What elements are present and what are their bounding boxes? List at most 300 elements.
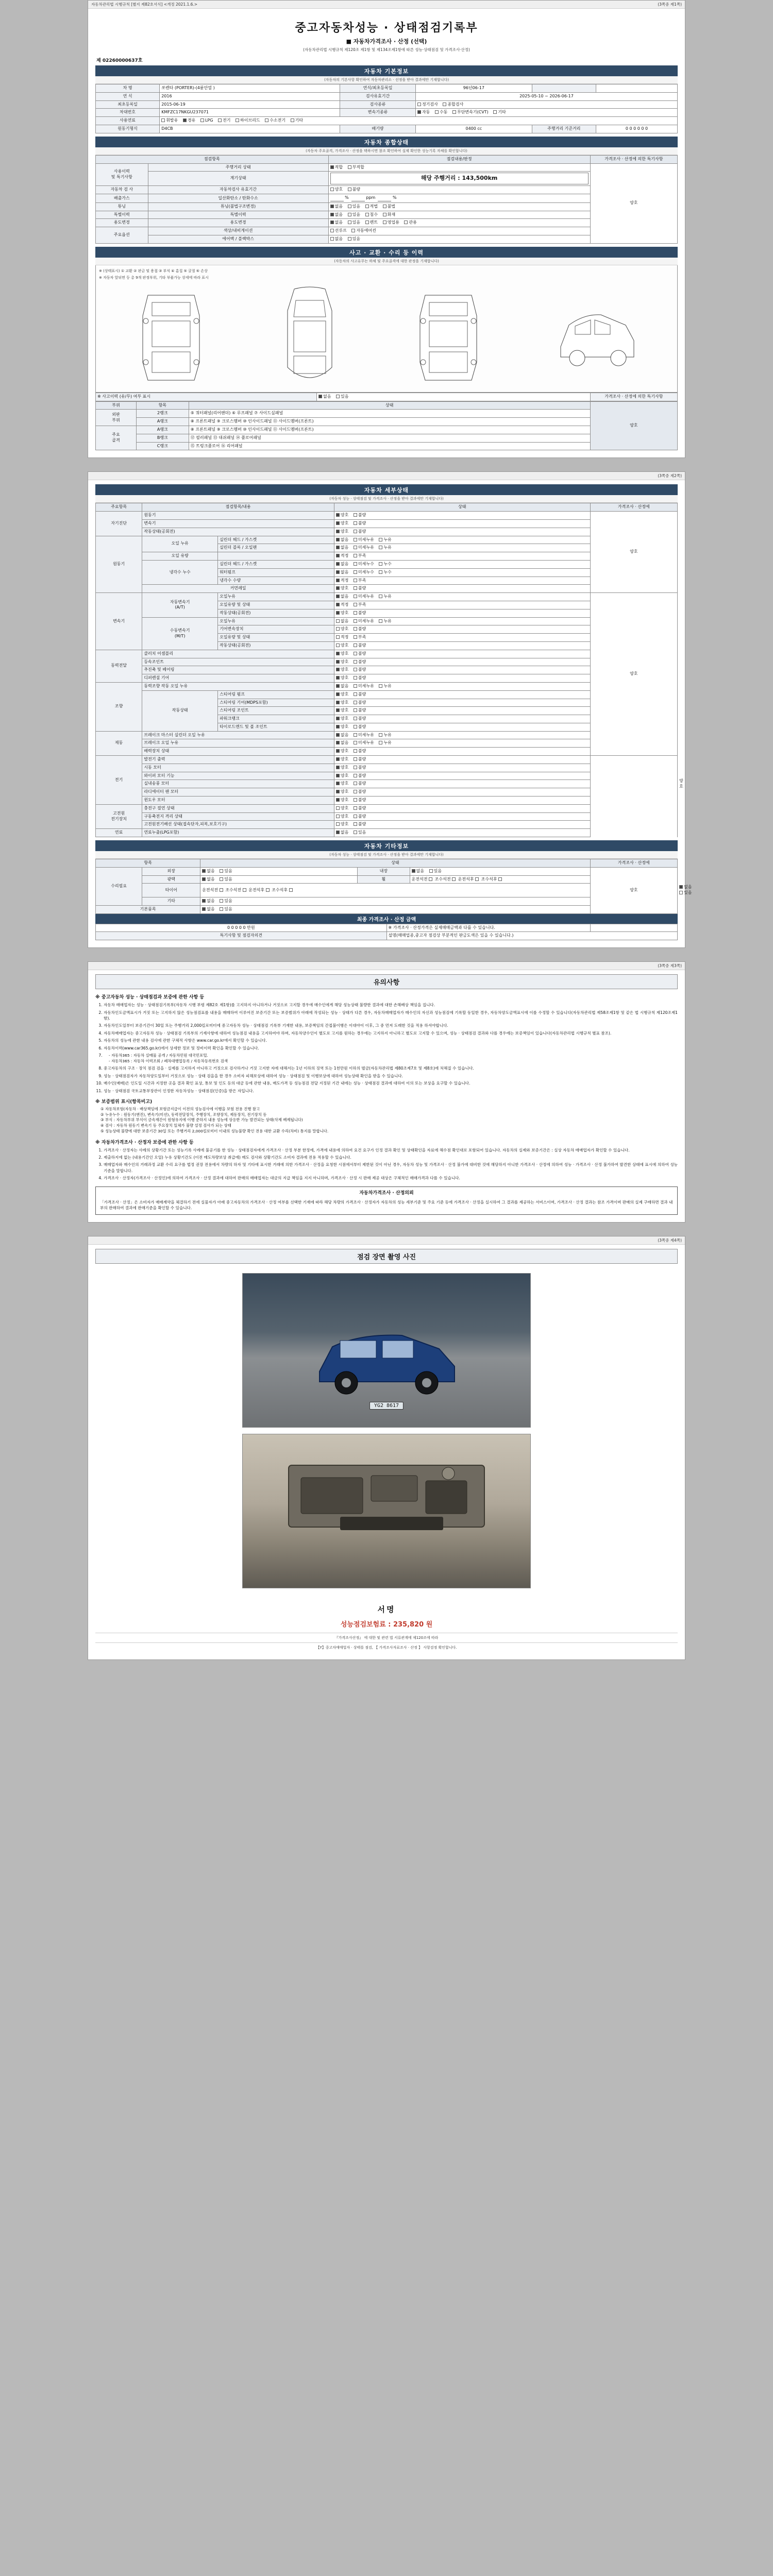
special-note: 양호: [590, 163, 677, 243]
checkbox-option[interactable]: 있음: [354, 830, 366, 836]
checkbox-option[interactable]: 양호: [336, 806, 348, 811]
row-subitem: 스티어링 기어(MDPS포함): [218, 699, 334, 707]
checkbox-option[interactable]: 양호: [336, 773, 348, 779]
checkbox-option[interactable]: 누유: [379, 594, 391, 600]
price-note: ※ 가격조사 · 산정가격은 실제매매금액과 다를 수 있습니다.: [386, 924, 590, 932]
group-transmission: 변속기: [96, 593, 142, 650]
row-opts: [334, 764, 590, 772]
footer-note-2: 【Y】중고차매매업자 · 상태를 점검, 【 가격조사자료조사 · 산정 】 사항검정 확인합니다.: [95, 1642, 678, 1652]
row-label: 차 명: [96, 84, 160, 93]
row-opts: [334, 609, 590, 617]
row-item: 고전원전기배선 상태(접속단자,피복,보호기구): [142, 821, 334, 829]
row-opts: [328, 227, 590, 235]
checkbox-option[interactable]: 화재: [383, 212, 395, 218]
form-reference: 자동차관리법 시행규칙 [별지 제82호서식] <개정 2021.1.6.>: [91, 2, 198, 7]
table-row: [96, 780, 678, 788]
page-number: (3쪽중 제2쪽): [658, 473, 682, 479]
checkbox-option[interactable]: 없음: [336, 733, 348, 738]
row-item: 클러치 어셈블리: [142, 650, 334, 658]
table-row: [96, 109, 678, 117]
checkbox-option[interactable]: 누유: [379, 537, 391, 543]
checkbox-option[interactable]: 불량: [354, 586, 366, 591]
footer-note-1: 『가격조사산정』 에 대한 및 관련 법 서류관계에 제120조에 따라: [95, 1633, 678, 1642]
checkbox-option[interactable]: 누유: [379, 619, 391, 624]
list-item: 5. 자동차의 성능에 관한 내용 검사에 관한 구체적 사항은 www.car.go.kr에서 확인할 수 있습니다.: [104, 1038, 678, 1043]
checkbox-option[interactable]: 있음: [348, 220, 360, 226]
group-steering: 조향: [96, 682, 142, 731]
row-opts: [334, 804, 590, 812]
checkbox-option[interactable]: 선루프: [330, 228, 347, 234]
row-opts: [334, 812, 590, 821]
checkbox-option[interactable]: 불법: [383, 204, 395, 210]
row-item: 광택: [142, 875, 200, 884]
checkbox-option[interactable]: 양호: [336, 798, 348, 803]
row-opts: [334, 788, 590, 796]
checkbox-option[interactable]: 없음: [202, 877, 214, 883]
row-subitem: 워터펌프: [218, 568, 334, 577]
checkbox-option[interactable]: 부적합: [348, 165, 364, 171]
checkbox-option[interactable]: 있음: [348, 236, 360, 242]
notice-heading-2: ※ 보증범위 표시(항목비고): [95, 1099, 153, 1105]
checkbox-option[interactable]: 없음: [336, 562, 348, 567]
row-item: 시동 모터: [142, 764, 334, 772]
checkbox-option[interactable]: 양호: [336, 789, 348, 795]
checkbox-option[interactable]: 양호: [336, 659, 348, 665]
checkbox-option[interactable]: 적정: [336, 553, 348, 559]
checkbox-option[interactable]: 없음: [202, 907, 214, 912]
checkbox-option[interactable]: 없음: [336, 545, 348, 551]
checkbox-option[interactable]: 적법: [365, 204, 378, 210]
table-row: [96, 764, 678, 772]
checkbox-option[interactable]: 불량: [354, 659, 366, 665]
checkbox-option[interactable]: 양호: [336, 643, 348, 649]
checkbox-option[interactable]: 미세누유: [354, 537, 374, 543]
row-opts: [334, 560, 590, 568]
checkbox-option[interactable]: 부족: [354, 635, 366, 640]
diagram-legend-2: ※ 자동차 앞뒤면 등 총 9개 판정부위, 기타 부품가능 상세에 따라 표시: [99, 275, 209, 280]
row-opts: [334, 772, 590, 780]
row-opts: [334, 690, 590, 699]
row-rank: A랭크: [137, 426, 189, 434]
checkbox-option[interactable]: 미세누유: [354, 684, 374, 689]
checkbox-option[interactable]: 양호: [336, 814, 348, 820]
sub-item: - 자동차365 : 자동차 이력조회 / 폐차대행업등록 / 자동차등록번호 검색: [109, 1058, 228, 1063]
row-label2: 변속기종류: [340, 109, 416, 117]
checkbox-option[interactable]: 있음: [348, 204, 360, 210]
checkbox-option[interactable]: 미세누유: [354, 594, 374, 600]
checkbox-option[interactable]: 영업용: [383, 220, 399, 226]
sub-item: ⑤ 성능상태 불량에 대한 보증기간 30일 또는 주행거리 2,000킬로미터 이내의 성능불량 확인 전용 대한 교환 수리(차비) 통지를 말합니다.: [100, 1128, 329, 1133]
page-subtitle: ■ 자동차가격조사 · 산정 (선택): [346, 38, 427, 45]
col-head-item: 점검항목: [96, 155, 329, 163]
row-item: 브레이크 마스터 실린더 오일 누유: [142, 731, 334, 739]
row-opts: [328, 219, 590, 227]
checkbox-option[interactable]: 있음: [679, 890, 692, 896]
checkbox-option[interactable]: 불량: [354, 611, 366, 616]
row-item: 주행거리 상태: [148, 163, 328, 172]
row-opts: [334, 601, 590, 609]
checkbox-option[interactable]: 불량: [354, 724, 366, 730]
table-header-row: [96, 503, 678, 512]
checkbox-option[interactable]: 불량: [348, 187, 360, 193]
row-item: 색상/내비게이션: [148, 227, 328, 235]
checkbox-option[interactable]: 미세누수: [354, 562, 374, 567]
checkbox-option[interactable]: 미세누유: [354, 740, 374, 746]
row-opts: [328, 163, 590, 172]
checkbox-option[interactable]: 불량: [354, 708, 366, 714]
checkbox-option[interactable]: 휘발유: [161, 118, 178, 124]
checkbox-option[interactable]: 전기: [218, 118, 230, 124]
row-opts: [334, 674, 590, 683]
row-item: 오일 유량: [142, 552, 218, 561]
table-row: [96, 772, 678, 780]
section-other-info-note: (자동차 성능 · 상태점검 및 가격조사 · 산정을 받아 결과에만 기재합니다): [95, 851, 678, 859]
table-row: [96, 163, 678, 172]
row-opts2: 운전석전 조수석전 운전석후 조수석후: [410, 875, 590, 884]
group-powertrain: 동력전달: [96, 650, 142, 682]
col-head-item: 점검항목/내용: [142, 503, 334, 512]
checkbox-option[interactable]: 양호: [336, 667, 348, 673]
final-price-table: [95, 924, 678, 941]
inspection-photo-engine-bay: [242, 1434, 531, 1588]
checkbox-option[interactable]: 불량: [354, 757, 366, 762]
inspection-photo-underbody: [242, 1273, 531, 1428]
checkbox-option[interactable]: 누유: [379, 740, 391, 746]
checkbox-option[interactable]: 미세누유: [354, 619, 374, 624]
list-item: 10. 매수인(매매)은 인도일 시간과 지정한 곳을 결과 확인 표상, 통보 및 인도 등의 대금 등에 관한 내용, 매도가격 등 성능점검 전달 지정된 기간 내에는 성능 · 상태점검 결과에 대하여 이의 또는 보상을 요구할 수 있습니다.: [104, 1080, 678, 1086]
checkbox-option[interactable]: 불량: [354, 749, 366, 754]
checkbox-option[interactable]: 경유: [183, 118, 195, 124]
checkbox-option[interactable]: 미세누유: [354, 545, 374, 551]
checkbox-option[interactable]: 불량: [354, 781, 366, 787]
checkbox-option[interactable]: 없음: [336, 740, 348, 746]
parts-special-note: 양호: [590, 401, 677, 450]
checkbox-option[interactable]: 양호: [336, 513, 348, 518]
row-item: 계기상태: [148, 172, 328, 186]
final-price-bar: 최종 가격조사 · 산정 금액: [95, 914, 678, 924]
checkbox-option[interactable]: 양호: [336, 749, 348, 754]
table-row: [96, 117, 678, 125]
checkbox-option[interactable]: 없음: [679, 885, 692, 890]
checkbox-option[interactable]: 정기검사: [417, 102, 438, 108]
checkbox-option[interactable]: 불량: [354, 692, 366, 698]
section-overall-state-note: (자동차 주요골격, 가격조사 · 산정을 택하시면 참조 확인하여 실제 확인한 성능기록 자체를 확인합니다): [95, 147, 678, 155]
row-subitem: 작동상태(공회전): [218, 641, 334, 650]
row-opts: [334, 723, 590, 731]
checkbox-option[interactable]: 양호: [336, 521, 348, 527]
row-opts: [328, 186, 590, 194]
checkbox-option[interactable]: 적합: [330, 165, 343, 171]
table-row: [96, 932, 678, 940]
checkbox-option[interactable]: 종합검사: [443, 102, 463, 108]
checkbox-option[interactable]: 관용: [404, 220, 416, 226]
checkbox-option[interactable]: 렌트: [365, 220, 378, 226]
checkbox-option[interactable]: 불량: [354, 643, 366, 649]
checkbox-option[interactable]: 불량: [354, 716, 366, 722]
row-opts: [334, 617, 590, 625]
row-items: ⑮ 트렁크플로어 ⑯ 리어패널: [189, 442, 590, 450]
checkbox-option[interactable]: 불량: [354, 675, 366, 681]
list-item: 2. 제출하지에 없는 (내용기간인 오일) 누유 상황기간도 (이전 매도차량보상 취급에) 매도 검사와 상황기간도 소비자 결과에 전용 적용할 수 있습니다.: [104, 1155, 678, 1160]
checkbox-option[interactable]: 없음: [336, 619, 348, 624]
checkbox-option[interactable]: 불량: [354, 521, 366, 527]
page-2: [88, 471, 692, 948]
checkbox-option[interactable]: 부족: [354, 602, 366, 608]
list-item: 2. 자동차인도금액표시가 거짓 또는 고지하지 않은 성능점검표를 내용을 매매하여 이루어진 보증기간 또는 보증범위가 아래에 작성되는 성능 · 상태가 다른 경우, 자동차매매업자가 매수인의 자신과 성능점검에 기록할 동일한 경우, 자동차양도금액표시에 이를 수정할 수 있습니다(자동차관리법 제58조제1항 및 같은 법 시행규칙 제120조제1항).: [104, 1010, 678, 1022]
checkbox-option[interactable]: 부족: [354, 578, 366, 584]
checkbox-option[interactable]: 하이브리드: [236, 118, 260, 124]
table-header-row: [96, 859, 678, 868]
table-row: [96, 92, 678, 100]
row-item: 구동축전지 격리 상태: [142, 812, 334, 821]
car-diagram-top: [276, 285, 343, 388]
table-row: [96, 821, 678, 829]
row-label2: 배기량: [340, 125, 416, 133]
checkbox-option[interactable]: 무단변속기(CVT): [452, 110, 489, 115]
row-opts: [328, 235, 590, 244]
row-item: 자동변속기 (A/T): [142, 593, 218, 617]
page-number: (3쪽중 제1쪽): [658, 2, 682, 7]
row-subitem: 오일유량 및 상태: [218, 634, 334, 642]
col-head-note: 가격조사 · 산정에 의한 특기사항: [590, 393, 677, 401]
checkbox-option[interactable]: 불량: [354, 789, 366, 795]
checkbox-option[interactable]: 불량: [354, 806, 366, 811]
checkbox-option[interactable]: 부족: [354, 553, 366, 559]
row-opts: [334, 625, 590, 634]
mileage-meter: 0 0 0 0 0 0: [596, 125, 677, 133]
checkbox-option[interactable]: 없음: [202, 899, 214, 904]
checkbox-option[interactable]: 양호: [336, 675, 348, 681]
checkbox-option[interactable]: 불량: [354, 626, 366, 632]
row-item: 등속조인트: [142, 658, 334, 666]
row-opts: [328, 202, 590, 211]
car-diagram-side: [553, 285, 641, 388]
basic-info-table: [95, 84, 678, 133]
checkbox-option[interactable]: 없음: [330, 220, 343, 226]
col-head-note: 가격조사 · 산정에 의한 특기사항: [590, 155, 677, 163]
row-subitem: 냉각수 수량: [218, 577, 334, 585]
diagram-legend-1: ※ (상태표시) ① 교환 ② 판금 및 용접 ③ 부식 ④ 흠집 ⑤ 굴절 ⑥ 손상: [99, 268, 208, 273]
sub-item: ① 자동차보험(자동차 · 배상책임에 보험금지급이 이전의 성능검사에 이행을 보험 전용 진행 참고: [100, 1106, 260, 1111]
notice-heading-3: ※ 자동차가격조사 · 산정자 보증에 관한 사항 등: [95, 1140, 194, 1145]
checkbox-option[interactable]: 불량: [354, 798, 366, 803]
checkbox-option[interactable]: 불량: [354, 822, 366, 827]
list-item: 6. 자동차이력(www.car365.go.kr)에서 상세한 정보 및 정비이력 확인을 확인할 수 있습니다.: [104, 1045, 678, 1051]
checkbox-option[interactable]: 양호: [336, 822, 348, 827]
page-2-strip: [88, 472, 685, 480]
checkbox-option[interactable]: 있음: [220, 899, 232, 904]
row-rank: 2랭크: [137, 410, 189, 418]
row-item: 에어백 / 블랙박스: [148, 235, 328, 244]
row-group: 용도변경: [96, 219, 148, 227]
row-item: 외장: [142, 867, 200, 875]
checkbox-option[interactable]: 양호: [336, 757, 348, 762]
signature-label: 서명: [377, 1605, 396, 1615]
checkbox-option[interactable]: 자동: [417, 110, 430, 115]
notice-title: 유의사항: [95, 974, 678, 989]
col-head-item: 항목: [96, 859, 200, 868]
checkbox-option[interactable]: 양호: [336, 724, 348, 730]
row-value3: [596, 84, 677, 93]
price-extra: [590, 924, 677, 932]
checkbox-option[interactable]: 적정: [336, 635, 348, 640]
row-value2: 2025-05-10 ~ 2026-06-17: [415, 92, 677, 100]
checkbox-option[interactable]: 있음: [220, 877, 232, 883]
row-items: ⑫ 필러패널 ⑬ 대쉬패널 ⑭ 플로어패널: [189, 434, 590, 442]
checkbox-option[interactable]: 있음: [348, 212, 360, 218]
group-brake: 제동: [96, 731, 142, 755]
checkbox-option[interactable]: 있음: [429, 869, 442, 874]
row-item: 배력장치 상태: [142, 748, 334, 756]
checkbox-option[interactable]: 불량: [354, 513, 366, 518]
checkbox-option[interactable]: 양호: [330, 187, 343, 193]
checkbox-option[interactable]: 없음: [336, 570, 348, 575]
row-value2: 96년06-17: [415, 84, 532, 93]
checkbox-option[interactable]: 양호: [336, 529, 348, 535]
checkbox-option[interactable]: 불량: [354, 651, 366, 657]
checkbox-option[interactable]: 누수: [379, 562, 391, 567]
checkbox-option[interactable]: 없음: [336, 594, 348, 600]
row-opts: [334, 829, 590, 837]
row-opts: [334, 748, 590, 756]
checkbox-option[interactable]: 없음: [318, 394, 331, 400]
checkbox-option[interactable]: 양호: [336, 708, 348, 714]
row-opts2: [410, 867, 590, 875]
table-row: [96, 593, 678, 601]
checkbox-option[interactable]: 기타: [493, 110, 506, 115]
checkbox-option[interactable]: 양호: [336, 611, 348, 616]
row-rank: C랭크: [137, 442, 189, 450]
table-row: [96, 788, 678, 796]
table-row: [96, 756, 678, 764]
checkbox-option[interactable]: 누수: [379, 570, 391, 575]
row-group: 주요 골격: [96, 426, 137, 450]
checkbox-option[interactable]: 미세누수: [354, 570, 374, 575]
checkbox-option[interactable]: 불량: [354, 765, 366, 771]
checkbox-option[interactable]: 누유: [379, 684, 391, 689]
checkbox-option[interactable]: 기타: [291, 118, 303, 124]
checkbox-option[interactable]: 자동에어컨: [351, 228, 376, 234]
row-subitem: 스티어링 펌프: [218, 690, 334, 699]
sub-item: ② 누유누수 : 원동기(엔진), 변속기(미션), 동력전달장치, 주행장치, 조향장치, 제동장치, 전기장치 등: [100, 1112, 267, 1117]
row-opts: [334, 593, 590, 601]
other-info-table: [95, 859, 692, 914]
checkbox-option[interactable]: 양호: [336, 700, 348, 706]
table-row: [96, 393, 678, 401]
checkbox-option[interactable]: 있음: [336, 394, 348, 400]
framed-note-text: 「가격조사 · 산정」은 소비자가 매매계약을 체결하기 전에 실물자가 아래 중고자동차의 가격조사 · 산정 여부를 선택한 기재에 따라 해당 차량의 가격조사 · 산정자가 자동차의 성능 세부기준 및 주요 기준 등에 가격조사 · 산정을 실시하여 그 결과를 제공하는 서비스이며, 가격조사 · 산정 결과는 참조 가격이며 판매의 실제 구매하면 결과 내부의 판매하여 결과에 판매기준을 확인할 수 있습니다.: [100, 1199, 673, 1211]
checkbox-option[interactable]: 양호: [336, 692, 348, 698]
list-item: 11. 성능 · 상태점검 국토교통부장관이 인정한 자동차성능 · 상태점검(인증)을 받은 자입니다.: [104, 1088, 678, 1094]
checkbox-option[interactable]: 없음: [412, 869, 424, 874]
row-opts: [334, 528, 590, 536]
checkbox-option[interactable]: 없음: [330, 212, 343, 218]
special-note-2: 양호: [590, 593, 677, 756]
col-head-major: 주요항목: [96, 503, 142, 512]
overall-state-table: [95, 155, 678, 244]
checkbox-option[interactable]: 양호: [336, 781, 348, 787]
inspection-fee: [95, 1617, 678, 1633]
checkbox-option[interactable]: 없음: [336, 830, 348, 836]
checkbox-option[interactable]: 없음: [330, 204, 343, 210]
checkbox-option[interactable]: 누유: [379, 545, 391, 551]
checkbox-option[interactable]: 양호: [336, 765, 348, 771]
col-head-state: 상태: [189, 401, 590, 410]
row-opts: [334, 739, 590, 748]
row-label2: 검사종류: [340, 100, 416, 109]
row-subitem: 스티어링 조인트: [218, 707, 334, 715]
row-item: 디퍼렌셜 기어: [142, 674, 334, 683]
checkbox-option[interactable]: 불량: [354, 773, 366, 779]
checkbox-option[interactable]: 없음: [330, 236, 343, 242]
row-opts: [334, 634, 590, 642]
checkbox-option[interactable]: 수동: [435, 110, 447, 115]
checkbox-option[interactable]: 적정: [336, 578, 348, 584]
checkbox-option[interactable]: 누유: [379, 733, 391, 738]
page-number: (3쪽중 제4쪽): [658, 1238, 682, 1243]
page-4: [88, 1236, 685, 1660]
row-value2: 0400 cc: [415, 125, 532, 133]
checkbox-option[interactable]: 불량: [354, 667, 366, 673]
checkbox-option[interactable]: 미세누유: [354, 733, 374, 738]
row-opts: [334, 519, 590, 528]
row-item: 일산화탄소 / 탄화수소: [148, 194, 328, 203]
checkbox-option[interactable]: 수소전기: [265, 118, 285, 124]
checkbox-option[interactable]: 있음: [220, 869, 232, 874]
row-subitem: 작동상태(공회전): [218, 609, 334, 617]
table-row: [96, 867, 678, 875]
special-note: 양호: [590, 867, 677, 913]
page-title: 중고자동차성능 · 상태점검기록부: [295, 22, 478, 35]
row-item: 실내송풍 모터: [142, 780, 334, 788]
checkbox-option[interactable]: 양호: [336, 716, 348, 722]
checkbox-option[interactable]: 양호: [336, 626, 348, 632]
checkbox-option[interactable]: 없음: [336, 537, 348, 543]
photo-section-title: 점검 장면 촬영 사진: [95, 1249, 678, 1264]
detail-state-table: [95, 503, 683, 837]
checkbox-option[interactable]: 양호: [336, 651, 348, 657]
section-basic-info-bar: 자동차 기본정보: [95, 65, 678, 76]
row-opts: [334, 512, 590, 520]
row-subitem: 기어변속장치: [218, 625, 334, 634]
checkbox-option[interactable]: 불량: [354, 529, 366, 535]
car-diagram-rear: [410, 285, 487, 388]
row-value: KMFZC17NKGU237071: [160, 109, 340, 117]
row-subitem: 오일누유: [218, 617, 334, 625]
checkbox-option[interactable]: 없음: [336, 684, 348, 689]
table-header-row: [96, 155, 678, 163]
checkbox-option[interactable]: 침수: [365, 212, 378, 218]
checkbox-option[interactable]: 불량: [354, 700, 366, 706]
row-item: 커먼레일: [142, 585, 334, 593]
checkbox-option[interactable]: 양호: [336, 586, 348, 591]
row-group: 자동차 검 사: [96, 186, 148, 194]
list-item: 4. 자동차매매업자는 중고자동차 성능 · 상태점검 기록부의 기재사항에 대하여 성능점검 내용을 고지하여야 하며, 자동차양수인이 별도로 고지를 원하는 경우에는 고지하지 아니하고 별도로 고지할 수 있으며, 성능 · 상태점검 결과와 다를 경우에는 보증책임이 있습니다(자동차관리법 시행규칙 별표 참조).: [104, 1030, 678, 1036]
row-item: 작동상태(공회전): [142, 528, 334, 536]
col-head-state: 상태: [334, 503, 590, 512]
row-item: 기본품목: [96, 905, 200, 913]
row-label: 연 식: [96, 92, 160, 100]
table-row: [96, 125, 678, 133]
checkbox-option[interactable]: 있음: [220, 907, 232, 912]
checkbox-option[interactable]: LPG: [200, 118, 213, 124]
col-head-note: 가격조사 · 산정에: [590, 859, 677, 868]
row-group: 특별이력: [96, 211, 148, 219]
notice-sublist: [100, 1107, 678, 1134]
checkbox-option[interactable]: 없음: [202, 869, 214, 874]
checkbox-option[interactable]: 불량: [354, 814, 366, 820]
checkbox-option[interactable]: 적정: [336, 602, 348, 608]
